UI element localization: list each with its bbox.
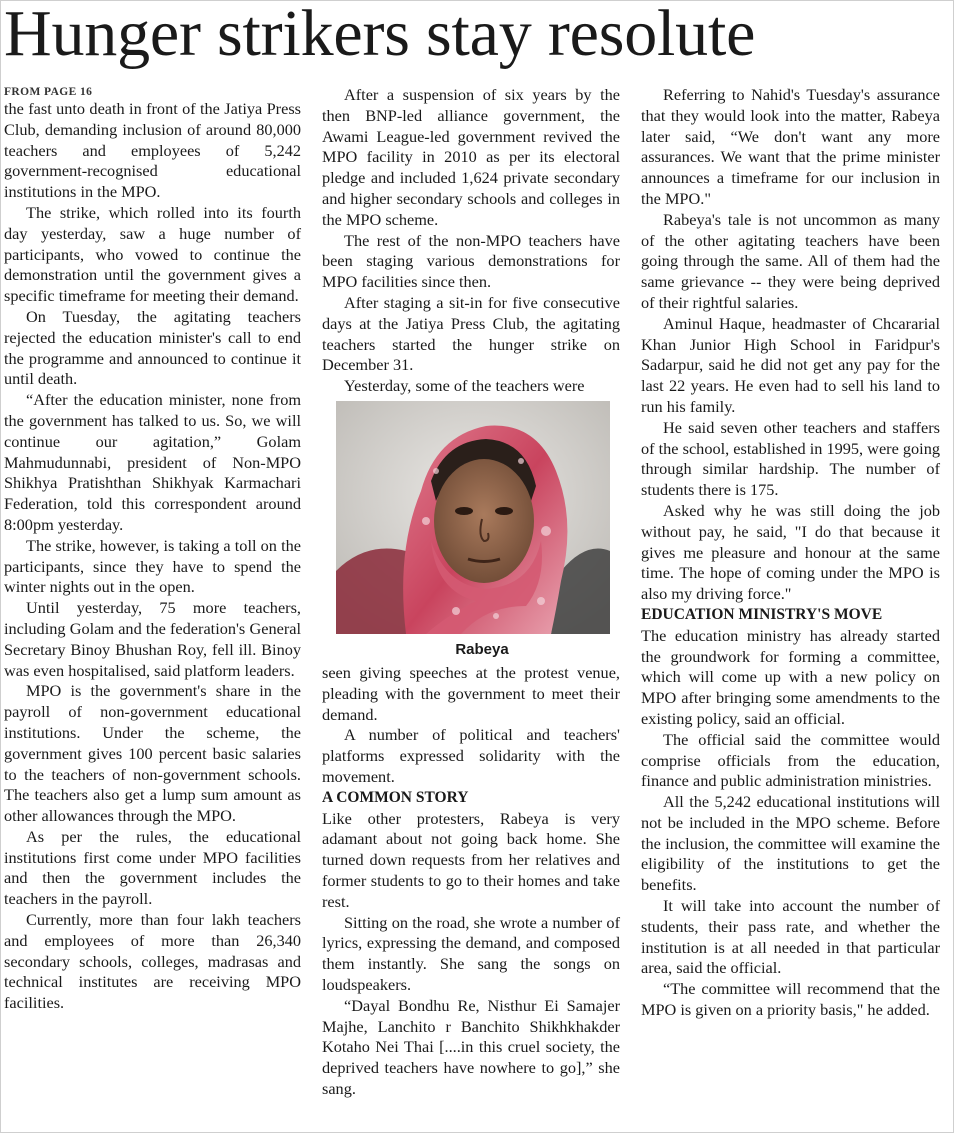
paragraph: On Tuesday, the agitating teachers rejected the education minister's call to end the programme and announced to continue it until death. [4,306,301,389]
headline: Hunger strikers stay resolute [4,0,756,70]
paragraph: A number of political and teachers' platforms expressed solidarity with the movement. [322,725,620,786]
paragraph: Aminul Haque, headmaster of Chcararial Khan Junior High School in Faridpur's Sadarpur, said he did not get any pay for the last 22 years. He even had to sell his land to run his family. [641,313,940,416]
paragraph: The education ministry has already started the groundwork for forming a committee, which will come up with a new policy on MPO after bringing some amendments to the existing policy, said an official. [641,625,940,728]
paragraph: Until yesterday, 75 more teachers, including Golam and the federation's General Secretary Binoy Bhushan Roy, fell ill. Binoy was even hospitalised, said platform leaders. [4,598,301,680]
paragraph: As per the rules, the educational institutions first come under MPO facilities and then the government includes the teachers in the payroll. [4,826,301,909]
paragraph: Sitting on the road, she wrote a number of lyrics, expressing the demand, and composed them instantly. She sang the songs on loudspeakers. [322,912,620,994]
paragraph: Like other protesters, Rabeya is very adamant about not going back home. She turned down requests from her relatives and former students to go to their homes and take rest. [322,808,620,911]
paragraph: Yesterday, some of the teachers were [344,376,585,396]
paragraph: Referring to Nahid's Tuesday's assurance that they would look into the matter, Rabeya later said, “We don't want any more assurances. We want that the prime minister announces a timeframe for our inclusion in the MPO." [641,85,940,208]
paragraph: “The committee will recommend that the MPO is given on a priority basis," he added. [641,979,940,1020]
paragraph: “Dayal Bondhu Re, Nisthur Ei Samajer Majhe, Lanchito r Banchito Shikhkhakder Kotaho Nei Thai [....in this cruel society, the deprived teachers have nowhere to go],” she sang. [322,995,620,1098]
column-1 [4,85,301,1014]
subheading: EDUCATION MINISTRY'S MOVE [641,605,883,623]
paragraph: the fast unto death in front of the Jatiya Press Club, demanding inclusion of around 80,000 teachers and employees of 5,242 government-recognised educational institutions in the MPO. [4,99,301,202]
paragraph: Asked why he was still doing the job without pay, he said, "I do that because it gives me pleasure and honour at the same time. The hope of coming under the MPO is also my driving force." [641,500,940,604]
paragraph: MPO is the government's share in the payroll of non-government educational institutions. Under the scheme, the government gives 100 percent basic salaries to the teachers of non-government schools. The teachers also get a lump sum amount as other allowances through the MPO. [4,681,301,826]
column-2 [322,85,620,1098]
subheading: A COMMON STORY [322,788,469,806]
column-2-continued [322,663,620,1100]
paragraph: After staging a sit-in for five consecutive days at the Jatiya Press Club, the agitating teachers started the hunger strike on December 31. [322,292,620,375]
paragraph: Currently, more than four lakh teachers and employees of more than 26,340 secondary schools, colleges, madrasas and technical institutes are receiving MPO facilities. [4,910,301,1013]
portrait-illustration [336,401,610,634]
paragraph: All the 5,242 educational institutions will not be included in the MPO scheme. Before the inclusion, the committee will examine the eligibility of the institutions to get the benefits. [641,792,940,895]
paragraph: The official said the committee would comprise officials from the education, finance and public administration ministries. [641,729,940,791]
photo-caption: Rabeya [455,641,509,658]
paragraph: After a suspension of six years by the then BNP-led alliance government, the Awami League-led government revived the MPO facility in 2010 as per its electoral pledge and included 1,624 private secondary and higher secondary schools and colleges in the MPO scheme. [322,85,620,229]
paragraph: The strike, however, is taking a toll on the participants, since they have to spend the winter nights out in the open. [4,535,301,597]
photo-rabeya [336,401,610,634]
paragraph: He said seven other teachers and staffers of the school, established in 1995, were going through similar hardship. The number of students there is 175. [641,417,940,500]
paragraph: Rabeya's tale is not uncommon as many of the other agitating teachers have been going through the same. All of them had the same grievance -- they were being deprived of their rightful salaries. [641,209,940,312]
paragraph: “After the education minister, none from the government has talked to us. So, we will continue our agitation,” Golam Mahmudunnabi, president of Non-MPO Shikhya Pratishthan Shikhyak Karmachari Federation, told this correspondent around 8:00pm yesterday. [4,390,301,534]
from-page-label: FROM PAGE 16 [4,86,93,98]
paragraph: The strike, which rolled into its fourth day yesterday, saw a huge number of participants, who vowed to continue the demonstration until the government gives a specific timeframe for meeting their demand. [4,202,301,306]
paragraph: The rest of the non-MPO teachers have been staging various demonstrations for MPO facilities since then. [322,230,620,292]
column-3 [641,85,940,1021]
paragraph: seen giving speeches at the protest venue, pleading with the government to meet their demand. [322,663,620,724]
paragraph: It will take into account the number of students, their pass rate, and whether the institution is at all needed in that particular area, said the official. [641,896,940,978]
